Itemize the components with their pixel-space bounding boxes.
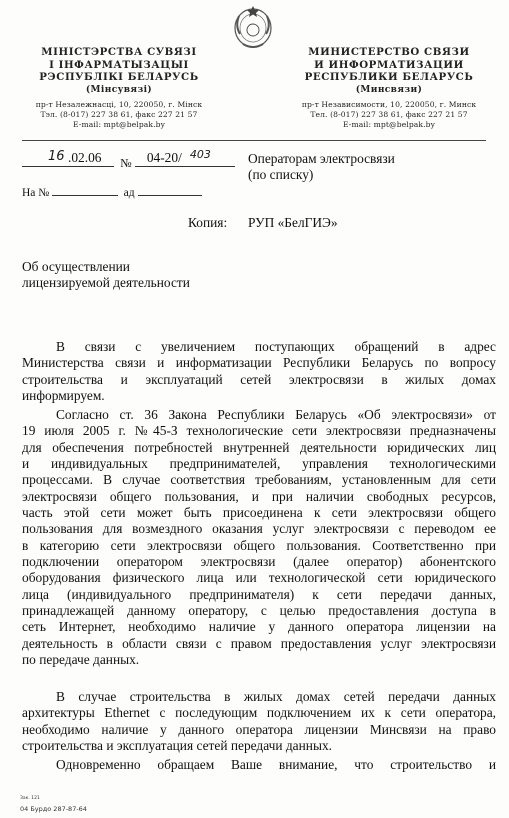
- letterhead-address: пр-т Независимости, 10, 220050, г. Минск: [301, 99, 477, 109]
- text-line: 19 июля 2005 г. №45-З технологические сети электросвязи предназначены: [22, 423, 496, 439]
- addressee-line: Операторам электросвязи: [248, 151, 395, 166]
- letterhead-phones: Тел. (8-017) 227 38 61, факс 227 21 57: [310, 109, 468, 119]
- letterhead-title-line: И ИНФОРМАТИЗАЦИИ: [314, 58, 464, 71]
- letterhead-title-line: І ІНФАРМАТЫЗАЦЫІ: [49, 58, 189, 71]
- text-line: В связи с увеличением поступающих обращений в адрес: [56, 339, 496, 354]
- letterhead-abbreviation: (Минсвязи): [355, 84, 423, 95]
- text-line: электросвязи общего пользования, и при наличии свободных ресурсов,: [22, 488, 496, 504]
- text-line: сеть Интернет, необходимо наличие у данного оператора лицензии на: [22, 619, 496, 635]
- copy-label: Копия:: [188, 215, 228, 230]
- reference-date-label: ад: [123, 187, 135, 199]
- letterhead-title-line: МИНИСТЕРСТВО СВЯЗИ: [308, 46, 470, 58]
- text-line: необходимо наличие у данного оператора лицензии Минсвязи на право: [22, 721, 496, 737]
- paragraph-1: [22, 339, 496, 404]
- paragraph-2: [22, 407, 496, 669]
- text-line: оборудования физического лица или технологической сети юридического: [22, 570, 496, 586]
- paragraph-3: [22, 689, 496, 754]
- text-line: и индивидуальных предпринимателей, управления технологическими: [22, 456, 496, 472]
- date-field: [22, 149, 114, 167]
- text-line: пользования для возмездного оказания услуг электросвязи с переводом ее: [22, 521, 496, 537]
- copy-recipient: РУП «БелГИЭ»: [248, 215, 338, 230]
- text-line: архитектуры Ethernet с последующим подключением их к сети оператора,: [22, 705, 496, 721]
- reference-line: [22, 186, 202, 199]
- text-line: для обеспечения потребностей внутренней деятельности юридических лиц: [22, 439, 496, 455]
- subject-line: Об осуществлении: [22, 259, 130, 274]
- state-emblem-icon: [231, 4, 275, 50]
- text-line: Согласно ст. 36 Закона Республики Беларусь «Об электросвязи» от: [56, 407, 496, 422]
- subject-line: лицензируемой деятельности: [22, 275, 190, 290]
- date-month-year: .02.06: [68, 150, 102, 165]
- date-day-handwritten: 16: [48, 149, 65, 164]
- reference-date-blank: [138, 186, 202, 196]
- addressee-block: [248, 151, 395, 183]
- registration-line: [22, 148, 235, 171]
- letterhead-address: пр-т Незалежнасці, 10, 220050, г. Мінск: [35, 99, 203, 109]
- letterhead-divider: [22, 140, 486, 141]
- letterhead-belarusian: [4, 46, 234, 130]
- letterhead-phones: Тэл. (8-017) 227 38 61, факс 227 21 57: [40, 109, 198, 119]
- text-line: В случае строительства в жилых домах сетей передачи данных: [56, 689, 496, 704]
- text-line: Министерства связи и информатизации Республики Беларусь по вопросу: [22, 355, 496, 371]
- text-line: в категорию сети электросвязи общего пользования. Соответственно при: [22, 537, 496, 553]
- text-line: процессами. В случае соответствия требованиям, установленным для сети: [22, 472, 496, 488]
- text-line: по передаче данных.: [22, 652, 140, 668]
- text-line: лица (индивидуального предпринимателя) к сети передачи данных,: [22, 586, 496, 602]
- number-sign: №: [120, 156, 132, 170]
- text-line: строительства и эксплуатаций сетей электросвязи в жилых домах: [22, 371, 496, 387]
- addressee-line: (по списку): [248, 167, 314, 182]
- text-line: подключении оператором электросвязи (далее оператор) абонентского: [22, 554, 496, 570]
- paragraph-4: [22, 757, 496, 773]
- letterhead-russian: [274, 46, 504, 130]
- letterhead-abbreviation: (Мінсувязі): [85, 84, 153, 95]
- print-order-number: Зак. 121: [20, 796, 40, 801]
- letterhead-title-line: РЭСПУБЛІКІ БЕЛАРУСЬ: [39, 71, 199, 83]
- text-line: строительства и эксплуатация сетей передачи данных.: [22, 738, 332, 754]
- text-line: принадлежащей данному оператору, с целью предоставления доступа в: [22, 603, 496, 619]
- printer-imprint: 04 Бурдо 287-87-64: [20, 805, 87, 813]
- letterhead-email: E-mail: mpt@belpak.by: [343, 119, 435, 129]
- text-line: информируем.: [22, 388, 105, 404]
- letterhead-title-line: МІНІСТЭРСТВА СУВЯЗІ: [41, 46, 197, 58]
- outgoing-number-handwritten: 403: [189, 148, 211, 161]
- letterhead-title-line: РЕСПУБЛИКИ БЕЛАРУСЬ: [304, 71, 474, 83]
- subject-block: [22, 259, 190, 291]
- text-line: часть этой сети может быть присоединена к сети электросвязи общего: [22, 505, 496, 521]
- outgoing-number-field: [135, 148, 235, 167]
- reference-number-blank: [52, 186, 118, 196]
- text-line: деятельность в области связи с правом предоставления услуг электросвязи: [22, 635, 496, 651]
- reference-prefix: На №: [22, 187, 50, 199]
- outgoing-number: 04-20/: [146, 150, 182, 165]
- text-line: Одновременно обращаем Ваше внимание, что строительство и: [56, 757, 496, 772]
- letterhead-email: E-mail: mpt@belpak.by: [73, 119, 165, 129]
